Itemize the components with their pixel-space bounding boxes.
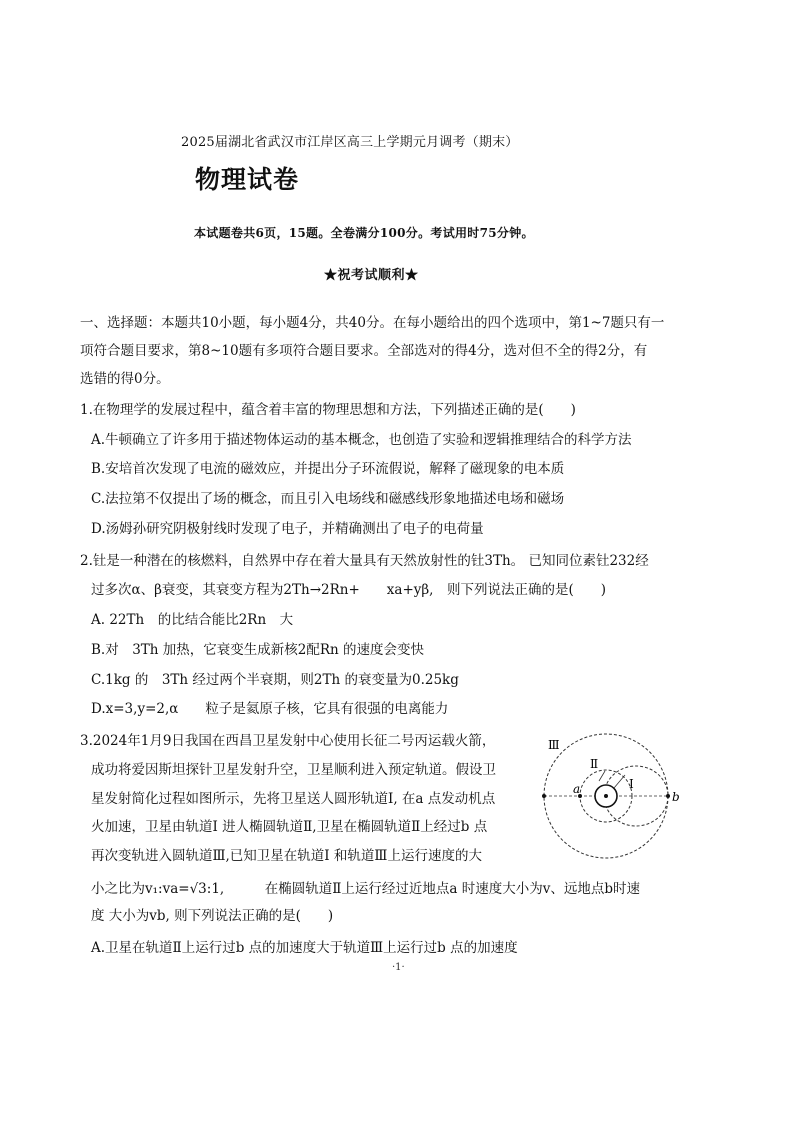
question-stem: 1.在物理学的发展过程中，蕴含着丰富的物理思想和方法，下列描述正确的是( ): [80, 402, 576, 418]
label-a: a: [573, 782, 581, 796]
page-title: 物理试卷: [195, 165, 300, 194]
question-stem: 过多次α、β衰变，其衰变方程为2Th→2Rn+ xa+yβ, 则下列说法正确的是( ): [91, 582, 607, 598]
page-number: ·1·: [392, 962, 405, 973]
label-ii-leader: [599, 771, 605, 781]
earth-center: [604, 794, 608, 798]
section-1-line: 一、选择题：本题共10小题，每小题4分，共40分。在每小题给出的四个选项中，第1~7题只有一: [80, 315, 665, 331]
section-1-line: 选错的得0分。: [80, 371, 170, 387]
question-stem: 星发射简化过程如图所示，先将卫星送人圆形轨道I, 在a 点发动机点: [91, 791, 496, 807]
option-b: B.安培首次发现了电流的磁效应，并提出分子环流假说，解释了磁现象的电本质: [91, 461, 565, 477]
label-i-leader: [614, 775, 625, 788]
section-1-line: 项符合题目要求，第8~10题有多项符合题目要求。全部选对的得4分，选对但不全的得2分，有: [80, 343, 648, 359]
label-b: b: [672, 790, 680, 804]
option-d: D.汤姆孙研究阴极射线时发现了电子，并精确测出了电子的电荷量: [91, 521, 484, 537]
question-stem: 度 大小为vb, 则下列说法正确的是( ): [91, 908, 334, 924]
question-stem: 3.2024年1月9日我国在西昌卫星发射中心使用长征二号丙运载火箭，: [80, 733, 496, 749]
exam-subtitle: 2025届湖北省武汉市江岸区高三上学期元月调考（期末）: [181, 135, 519, 150]
orbit-iii-point: [542, 794, 546, 798]
label-i: I: [629, 777, 634, 791]
orbit-diagram: [532, 733, 688, 867]
option-c: C.法拉第不仅提出了场的概念，而且引入电场线和磁感线形象地描述电场和磁场: [91, 491, 565, 507]
question-stem: 再次变轨进入圆轨道Ⅲ,已知卫星在轨道I 和轨道Ⅲ上运行速度的大: [91, 848, 482, 864]
option-d: D.x=3,y=2,α 粒子是氦原子核，它具有很强的电离能力: [91, 701, 449, 717]
good-luck-banner: ★祝考试顺利★: [324, 268, 419, 283]
label-ii: Ⅱ: [590, 757, 599, 771]
option-a: A.牛顿确立了许多用于描述物体运动的基本概念，也创造了实验和逻辑推理结合的科学方法: [91, 432, 632, 448]
question-stem: 成功将爱因斯坦探针卫星发射升空，卫星顺利进入预定轨道。假设卫: [91, 762, 496, 778]
question-stem: 小之比为v₁:va=√3:1, 在椭圆轨道Ⅱ上运行经过近地点a 时速度大小为v、远地点b时速: [91, 881, 640, 897]
option-a: A.卫星在轨道Ⅱ上运行过b 点的加速度大于轨道Ⅲ上运行过b 点的加速度: [91, 940, 518, 956]
exam-info: 本试题卷共6页，15题。全卷满分100分。考试用时75分钟。: [194, 226, 534, 240]
option-b: B.对 3Th 加热，它衰变生成新核2配Rn 的速度会变快: [91, 642, 425, 658]
option-c: C.1kg 的 3Th 经过两个半衰期，则2Th 的衰变量为0.25kg: [91, 672, 459, 688]
question-stem: 2.钍是一种潜在的核燃料，自然界中存在着大量具有天然放射性的钍3Th。 已知同位素钍232经: [80, 553, 649, 569]
option-a: A. 22Th 的比结合能比2Rn 大: [91, 612, 294, 628]
point-b: [666, 794, 670, 798]
label-iii: Ⅲ: [548, 738, 560, 752]
question-stem: 火加速，卫星由轨道I 进人椭圆轨道Ⅱ,卫星在椭圆轨道Ⅱ上经过b 点: [91, 819, 488, 835]
